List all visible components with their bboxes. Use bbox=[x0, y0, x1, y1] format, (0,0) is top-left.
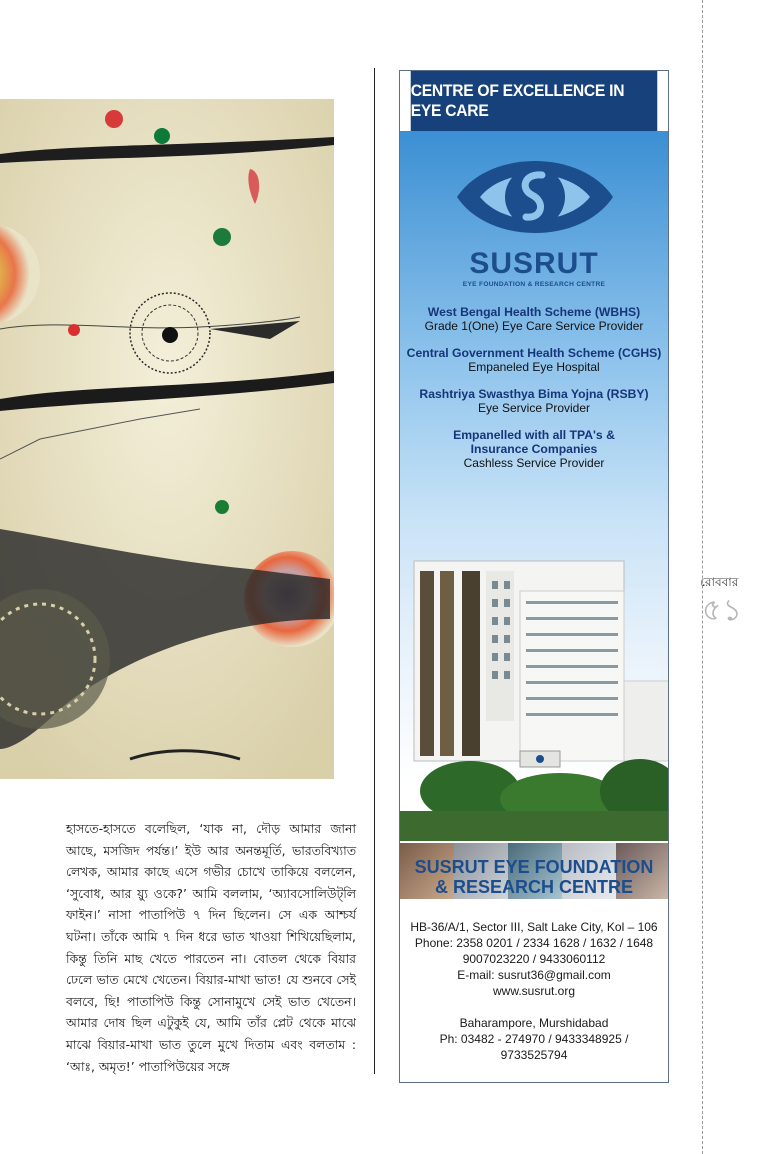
org-name-line2: & RESEARCH CENTRE bbox=[434, 877, 634, 897]
ad-sky-panel bbox=[400, 131, 668, 781]
scheme-subtitle: Empaneled Eye Hospital bbox=[468, 360, 600, 374]
ad-header: CENTRE OF EXCELLENCE IN EYE CARE bbox=[411, 71, 658, 131]
scheme-list bbox=[400, 305, 668, 483]
phone: Phone: 2358 0201 / 2334 1628 / 1632 / 1648 bbox=[414, 936, 654, 950]
scheme-subtitle: Grade 1(One) Eye Care Service Provider bbox=[424, 319, 644, 333]
article-paragraph: হাসতে-হাসতে বলেছিল, ‘যাক না, দৌড় আমার জানা আছে, মসজিদ পর্যন্ত।’ ইউ আর অনন্তমূর্তি, ভারতবিখ্যাত লেখক, আমার কাছে এসে গভীর চোখে তাকিয়ে বললেন, ‘সুবোধ, আর য়্যু ওকে?’ আমি বললাম, ‘অ্যাবসোলিউট্‌লি ফাইন।’ নাসা পাতাপিউ ৭ দিন ছিলেন। সে এক আশ্চর্য ঘটনা। তাঁকে আমি ৭ দিন ধরে ভাত খাওয়া শিখিয়েছিলাম, কিন্তু তিনি মাছ খেতে পারতেন না। বোতল থেকে বিয়ার ঢেলে ভাত মেখে খেতেন। বিয়ার-মাখা ভাত! যে শুনবে সেই বলবে, ছি! পাতাপিউ কিন্তু সোনামুখে সেই ভাত খেতেন। আমার দোষ ছিল এটুকুই যে, আমি তাঁর প্লেট থেকে মাঝে মাঝে বিয়ার-মাখা ভাত তুলে মুখে দিতাম এবং বলতাম : ‘আঃ, অমৃত!’ পাতাপিউয়ের সঙ্গে bbox=[66, 821, 356, 1074]
article-text bbox=[66, 818, 356, 1077]
hospital-building-photo bbox=[400, 551, 669, 841]
brand-subtitle: EYE FOUNDATION & RESEARCH CENTRE bbox=[462, 281, 606, 288]
susrut-advertisement bbox=[399, 70, 669, 1083]
ad-contact-block bbox=[400, 857, 668, 1063]
address-block bbox=[400, 919, 668, 999]
address: HB-36/A/1, Sector III, Salt Lake City, Kol – 106 bbox=[410, 920, 658, 934]
scheme-subtitle: Eye Service Provider bbox=[477, 401, 591, 415]
page-number: ৫১ bbox=[702, 593, 743, 628]
scheme-item bbox=[400, 387, 668, 415]
branch-location: Baharampore, Murshidabad bbox=[459, 1016, 609, 1030]
brand-name: SUSRUT bbox=[469, 247, 599, 280]
painting-artwork bbox=[0, 99, 334, 779]
org-name-line1: SUSRUT EYE FOUNDATION bbox=[414, 857, 654, 877]
branch-block bbox=[400, 1015, 668, 1063]
phone-mobile: 9007023220 / 9433060112 bbox=[462, 952, 606, 966]
scheme-item bbox=[400, 428, 668, 470]
abstract-painting bbox=[0, 99, 334, 779]
scheme-title: Empanelled with all TPA's & Insurance Companies bbox=[453, 428, 615, 456]
website: www.susrut.org bbox=[492, 984, 576, 998]
scheme-title: West Bengal Health Scheme (WBHS) bbox=[427, 305, 641, 319]
scheme-title: Central Government Health Scheme (CGHS) bbox=[406, 346, 662, 360]
folio-day: রোববার bbox=[700, 575, 739, 589]
scheme-item bbox=[400, 346, 668, 374]
scheme-title: Rashtriya Swasthya Bima Yojna (RSBY) bbox=[419, 387, 649, 401]
scheme-subtitle: Cashless Service Provider bbox=[463, 456, 605, 470]
branch-phone-mobile: 9733525794 bbox=[500, 1048, 568, 1062]
scheme-item bbox=[400, 305, 668, 333]
email: E-mail: susrut36@gmail.com bbox=[457, 968, 611, 982]
branch-phone: Ph: 03482 - 274970 / 9433348925 / bbox=[439, 1032, 629, 1046]
eye-logo-icon bbox=[454, 145, 616, 249]
column-divider bbox=[374, 68, 375, 1074]
